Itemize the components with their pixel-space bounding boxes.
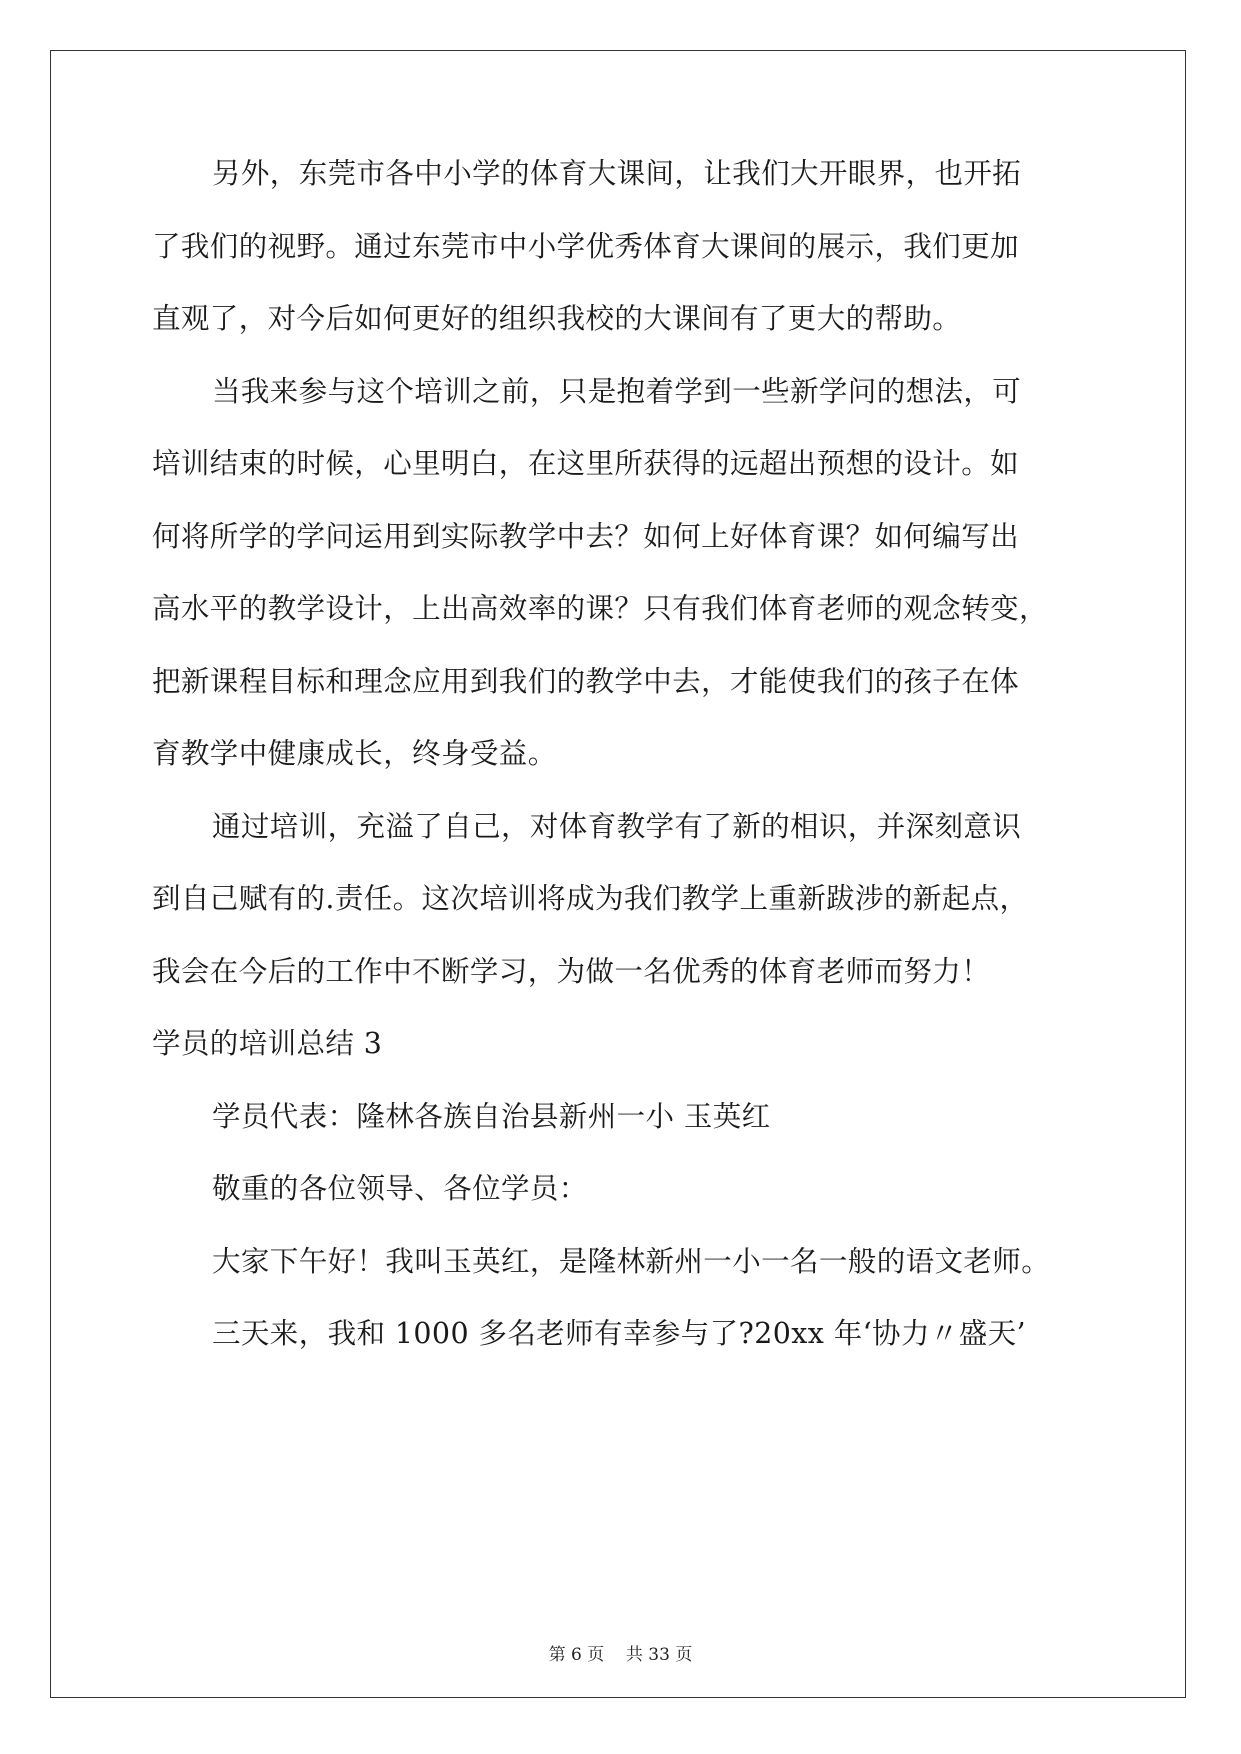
paragraph-line: 了我们的视野。通过东莞市中小学优秀体育大课间的展示，我们更加 <box>152 230 1020 263</box>
paragraph-line: 育教学中健康成长，终身受益。 <box>152 737 557 770</box>
paragraph-line: 通过培训，充溢了自己，对体育教学有了新的相识，并深刻意识 <box>212 810 1022 843</box>
paragraph-line: 三天来，我和 1000 多名老师有幸参与了?20xx 年‘协力〃盛天’ <box>212 1317 1027 1350</box>
paragraph-line: 我会在今后的工作中不断学习，为做一名优秀的体育老师而努力！ <box>152 955 991 988</box>
paragraph-line: 直观了，对今后如何更好的组织我校的大课间有了更大的帮助。 <box>152 302 962 335</box>
page-number: 第 6 页 <box>548 1645 605 1665</box>
paragraph-line: 当我来参与这个培训之前，只是抱着学到一些新学问的想法，可 <box>212 375 1022 408</box>
salutation-line: 敬重的各位领导、各位学员： <box>212 1172 588 1205</box>
paragraph-line: 把新课程目标和理念应用到我们的教学中去，才能使我们的孩子在体 <box>152 665 1020 698</box>
page-footer <box>0 1640 1241 1665</box>
page-total: 共 33 页 <box>625 1645 693 1665</box>
page-border <box>50 50 1186 1698</box>
paragraph-line: 高水平的教学设计，上出高效率的课？只有我们体育老师的观念转变， <box>152 592 1048 625</box>
paragraph-line: 何将所学的学问运用到实际教学中去？如何上好体育课？如何编写出 <box>152 520 1020 553</box>
paragraph-line: 大家下午好！我叫玉英红，是隆林新州一小一名一般的语文老师。 <box>212 1245 1051 1278</box>
paragraph-line: 另外，东莞市各中小学的体育大课间，让我们大开眼界，也开拓 <box>212 157 1022 190</box>
section-heading: 学员的培训总结 3 <box>152 1027 383 1060</box>
paragraph-line: 培训结束的时候，心里明白，在这里所获得的远超出预想的设计。如 <box>152 447 1020 480</box>
paragraph-line: 学员代表：隆林各族自治县新州一小 玉英红 <box>212 1100 771 1133</box>
paragraph-line: 到自己赋有的.责任。这次培训将成为我们教学上重新跋涉的新起点， <box>152 882 1029 915</box>
